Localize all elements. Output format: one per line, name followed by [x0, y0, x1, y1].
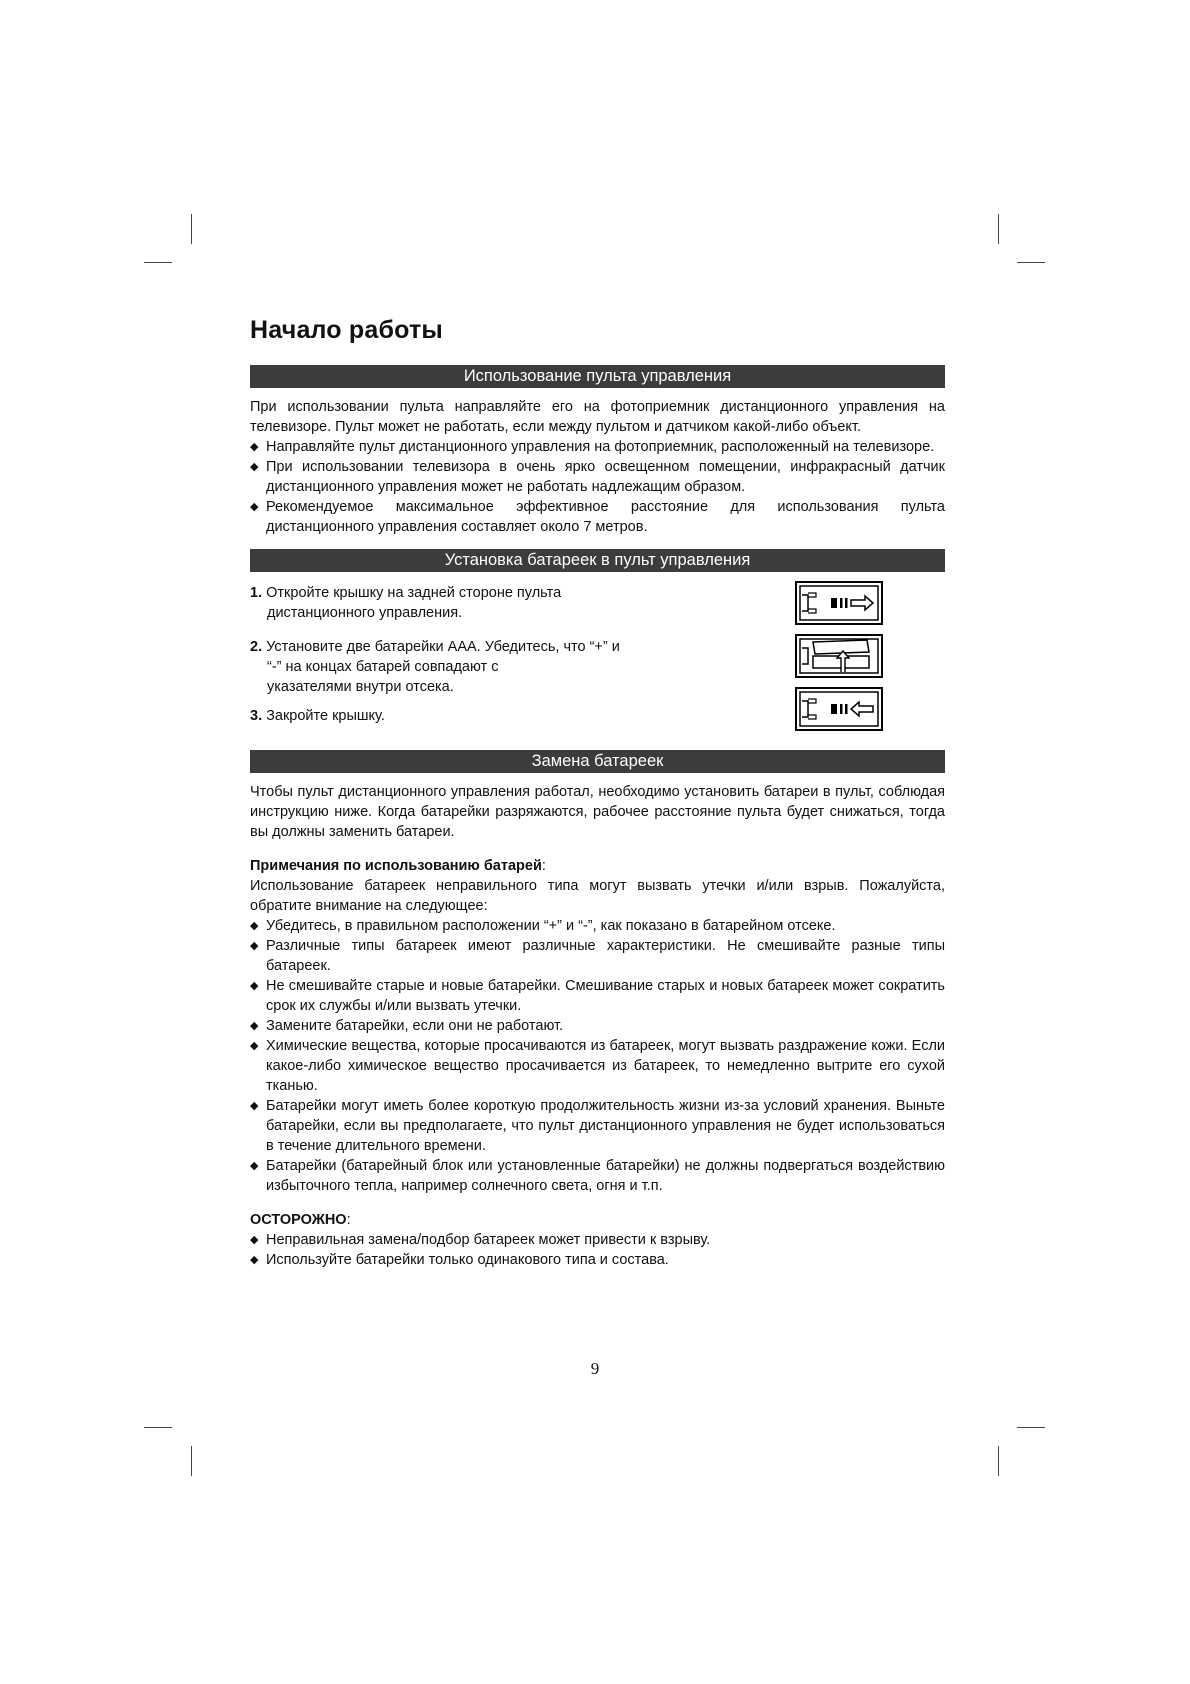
crop-mark: [191, 1446, 192, 1476]
step-2: 2. Установите две батарейки ААА. Убедитесь, что “+” и “-” на концах батарей совпадают с указателями внутри отсека.: [250, 639, 620, 695]
bullet-icon: ◆: [250, 501, 259, 513]
bullet-icon: ◆: [250, 1040, 259, 1052]
step-3: 3. Закройте крышку.: [250, 708, 385, 724]
step-number: 1.: [250, 585, 263, 601]
crop-mark: [998, 214, 999, 244]
section-heading-remote: Использование пульта управления: [250, 365, 945, 388]
list-item: ◆ Химические вещества, которые просачиваются из батареек, могут вызвать раздражение кожи. Если какое-либо химическое вещество просачивается из батареек, то немедленно вытрите его сухой тканью.: [250, 1038, 945, 1094]
list-item: ◆ Различные типы батареек имеют различные характеристики. Не смешивайте разные типы батареек.: [250, 938, 945, 974]
list-item: ◆ Неправильная замена/подбор батареек может привести к взрыву.: [250, 1232, 711, 1248]
notes-list: [250, 916, 945, 1196]
crop-mark: [1017, 1427, 1045, 1428]
crop-mark: [998, 1446, 999, 1476]
step-number: 3.: [250, 708, 263, 724]
caution-list: [250, 1230, 945, 1270]
bullet-icon: ◆: [250, 940, 259, 952]
list-item: ◆ Батарейки могут иметь более короткую продолжительность жизни из-за условий хранения. Выньте батарейки, если вы предполагаете, что пульт дистанционного управления не будет использоваться в течение длительного времени.: [250, 1098, 945, 1154]
bullet-icon: ◆: [250, 441, 259, 453]
crop-mark: [191, 214, 192, 244]
remote-bullets: [250, 437, 945, 537]
list-item: ◆ Используйте батарейки только одинакового типа и состава.: [250, 1252, 669, 1268]
crop-mark: [144, 1427, 172, 1428]
list-item: ◆ Не смешивайте старые и новые батарейки. Смешивание старых и новых батареек может сократить срок их службы и/или вызвать утечки.: [250, 978, 945, 1014]
remote-intro: При использовании пульта направляйте его на фотоприемник дистанционного управления на телевизоре. Пульт может не работать, если между пультом и датчиком какой-либо объект.: [250, 399, 945, 435]
caution-heading: ОСТОРОЖНО:: [250, 1212, 351, 1228]
section-heading-batteries-install: Установка батареек в пульт управления: [250, 549, 945, 572]
list-item: ◆ Направляйте пульт дистанционного управления на фотоприемник, расположенный на телевизоре.: [250, 439, 935, 455]
list-item: ◆ Батарейки (батарейный блок или установленные батарейки) не должны подвергаться воздействию избыточного тепла, например солнечного света, огня и т.п.: [250, 1158, 945, 1194]
page-content: [250, 300, 945, 1270]
battery-insert-icon: [797, 636, 881, 676]
crop-mark: [1017, 262, 1045, 263]
list-item: ◆ Замените батарейки, если они не работают.: [250, 1018, 564, 1034]
battery-insert-diagram: [795, 634, 883, 678]
bullet-icon: ◆: [250, 1100, 259, 1112]
replace-intro: Чтобы пульт дистанционного управления работал, необходимо установить батареи в пульт, соблюдая инструкцию ниже. Когда батарейки разряжаются, рабочее расстояние пульта будет снижаться, тогда вы должны заменить батареи.: [250, 784, 945, 840]
crop-mark: [144, 262, 172, 263]
bullet-icon: ◆: [250, 920, 259, 932]
step-1: 1. Откройте крышку на задней стороне пульта дистанционного управления.: [250, 585, 562, 621]
bullet-icon: ◆: [250, 461, 259, 473]
step-number: 2.: [250, 639, 263, 655]
bullet-icon: ◆: [250, 1160, 259, 1172]
section-heading-battery-replace: Замена батареек: [250, 750, 945, 773]
battery-open-cover-diagram: [795, 581, 883, 625]
battery-close-icon: [797, 689, 881, 729]
bullet-icon: ◆: [250, 1020, 259, 1032]
page-title: Начало работы: [250, 316, 443, 344]
bullet-icon: ◆: [250, 980, 259, 992]
bullet-icon: ◆: [250, 1234, 259, 1246]
list-item: ◆ Рекомендуемое максимальное эффективное расстояние для использования пульта дистанционного управления составляет около 7 метров.: [250, 499, 945, 535]
bullet-icon: ◆: [250, 1254, 259, 1266]
list-item: ◆ Убедитесь, в правильном расположении “+” и “-”, как показано в батарейном отсеке.: [250, 918, 836, 934]
list-item: ◆ При использовании телевизора в очень ярко освещенном помещении, инфракрасный датчик дистанционного управления может не работать надлежащим образом.: [250, 459, 945, 495]
battery-close-cover-diagram: [795, 687, 883, 731]
notes-heading: Примечания по использованию батарей:: [250, 858, 546, 874]
page-number: 9: [590, 1359, 600, 1378]
notes-intro: Использование батареек неправильного типа могут вызвать утечки и/или взрыв. Пожалуйста, обратите внимание на следующее:: [250, 878, 945, 914]
battery-compartment-icon: [797, 583, 881, 623]
install-steps: [250, 572, 945, 744]
